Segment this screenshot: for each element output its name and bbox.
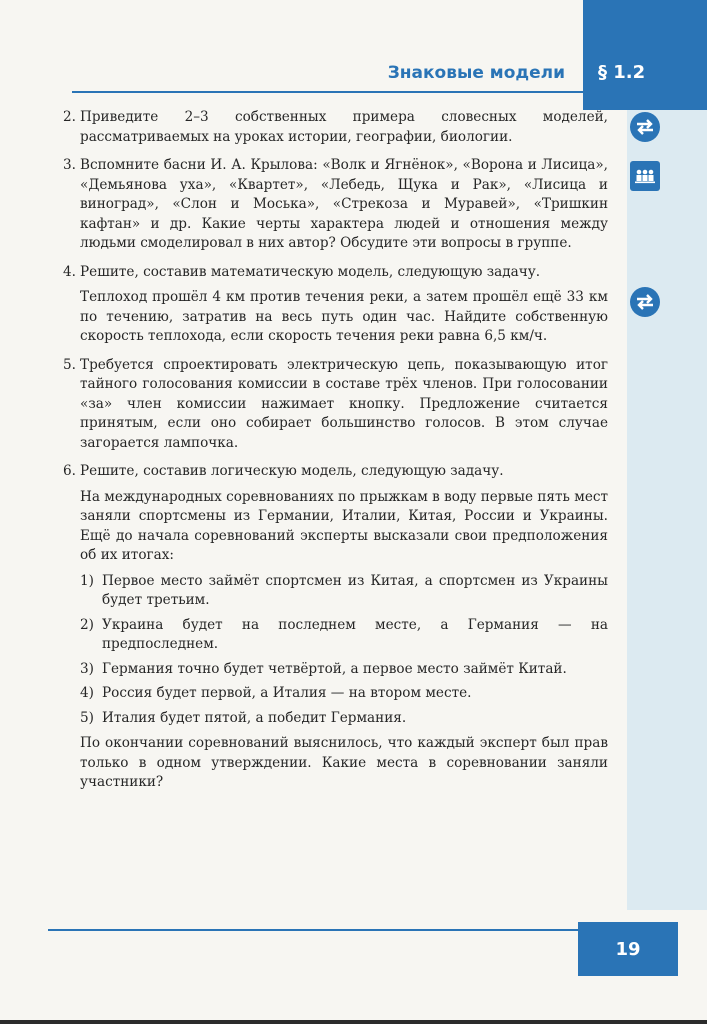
task-list	[48, 108, 608, 802]
item-text: Италия будет пятой, а победит Германия.	[102, 709, 407, 726]
list-item	[80, 709, 608, 729]
task-4	[48, 263, 608, 347]
exchange-arrows-icon	[629, 286, 661, 318]
exchange-arrows-icon	[629, 111, 661, 143]
list-item	[80, 616, 608, 655]
item-text: Украина будет на последнем месте, а Германия — на предпоследнем.	[102, 616, 608, 652]
item-text: Германия точно будет четвёртой, а первое место займёт Китай.	[102, 660, 567, 677]
header-rule	[72, 91, 627, 93]
footer-rule	[48, 929, 578, 931]
task-text: Требуется спроектировать электрическую цепь, показывающую итог тайного голосования комиссии в составе трёх членов. При голосовании «за» член комиссии нажимает кнопку. Предложение считается принятым, если оно собирает большинство голосов. В этом случае загорается лампочка.	[80, 356, 608, 451]
item-number: 4)	[80, 685, 94, 701]
item-text: Россия будет первой, а Италия — на втором месте.	[102, 685, 472, 701]
task-problem: На международных соревнованиях по прыжкам в воду первые пять мест заняли спортсмены из Германии, Италии, Китая, России и Украины. Ещё до начала соревнований эксперты высказали свои предположения об их итогах:	[80, 488, 608, 563]
task-5	[48, 356, 608, 454]
item-number: 3)	[80, 660, 94, 677]
item-number: 1)	[80, 572, 94, 589]
header-accent-block	[583, 0, 707, 110]
item-number: 5)	[80, 709, 94, 726]
list-item	[80, 572, 608, 611]
task-text: Решите, составив математическую модель, следующую задачу.	[80, 263, 541, 280]
task-3	[48, 156, 608, 254]
task-text: Решите, составив логическую модель, следующую задачу.	[80, 463, 504, 479]
scan-edge	[0, 1020, 707, 1024]
page-number-box	[578, 922, 678, 976]
task-text: Приведите 2–3 собственных примера словесных моделей, рассматриваемых на уроках истории, географии, биологии.	[80, 109, 608, 145]
task-number: 2.	[63, 109, 76, 125]
task-6	[48, 462, 608, 793]
expert-statements	[80, 572, 608, 729]
side-margin-band	[627, 110, 707, 910]
task-question: По окончании соревнований выяснилось, что каждый эксперт был прав только в одном утверждении. Какие места в соревновании заняли участники?	[80, 735, 608, 790]
task-number: 6.	[63, 463, 76, 479]
task-2	[48, 108, 608, 147]
list-item	[80, 660, 608, 680]
list-item	[80, 684, 608, 704]
item-number: 2)	[80, 616, 94, 633]
task-number: 5.	[63, 356, 76, 373]
paragraph-number: § 1.2	[598, 62, 646, 83]
page-number: 19	[615, 938, 641, 960]
section-title: Знаковые модели	[387, 63, 565, 83]
group-work-icon	[629, 160, 661, 192]
task-text: Вспомните басни И. А. Крылова: «Волк и Ягнёнок», «Ворона и Лисица», «Демьянова уха», «Квартет», «Лебедь, Щука и Рак», «Лисица и виноград», «Слон и Моська», «Стрекоза и Муравей», «Тришкин кафтан» и др. Какие черты характера людей и отношения между людьми смоделировал в них автор? Обсудите эти вопросы в группе.	[80, 157, 608, 251]
task-number: 3.	[63, 157, 76, 173]
task-number: 4.	[63, 263, 76, 280]
item-text: Первое место займёт спортсмен из Китая, а спортсмен из Украины будет третьим.	[102, 572, 608, 608]
task-problem: Теплоход прошёл 4 км против течения реки, а затем прошёл ещё 33 км по течению, затратив на весь путь один час. Найдите собственную скорость теплохода, если скорость течения реки равна 6,5 км/ч.	[80, 289, 608, 344]
